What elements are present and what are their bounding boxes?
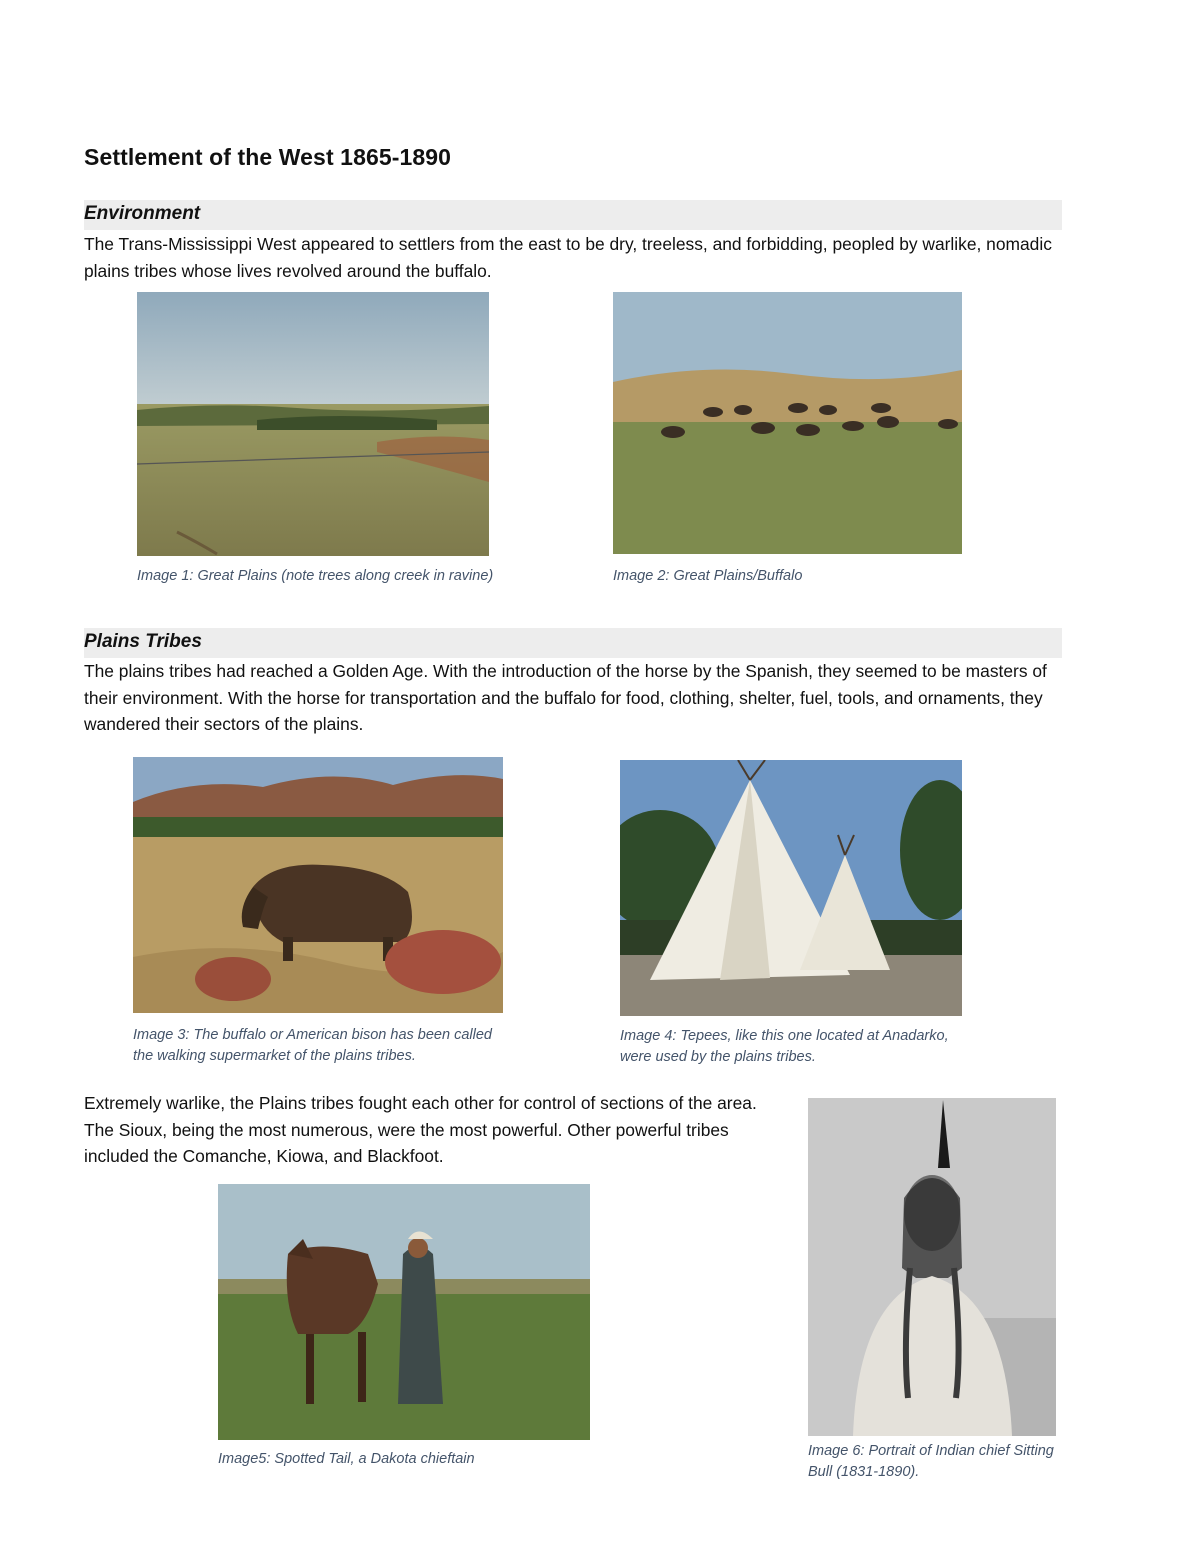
plains-tribes-heading: Plains Tribes (84, 631, 202, 652)
image4-caption: Image 4: Tepees, like this one located at Anadarko, were used by the plains tribes. (620, 1028, 949, 1065)
environment-heading-bar (84, 200, 1062, 230)
environment-heading: Environment (84, 203, 201, 224)
environment-paragraph: The Trans-Mississippi West appeared to settlers from the east to be dry, treeless, and forbidding, peopled by warlike, nomadic plains tribes whose lives revolved around the buffalo. (84, 234, 1052, 281)
image1-caption: Image 1: Great Plains (note trees along creek in ravine) (137, 568, 494, 584)
image6-caption: Image 6: Portrait of Indian chief Sitting Bull (1831-1890). (808, 1443, 1054, 1480)
sitting-bull-portrait (808, 1098, 1056, 1436)
warlike-paragraph: Extremely warlike, the Plains tribes fought each other for control of sections of the area. The Sioux, being the most numerous, were the most powerful. Other powerful tribes included the Comanche, Kiowa, and Blackfoot. (84, 1093, 757, 1166)
plains-tribes-paragraph: The plains tribes had reached a Golden Age. With the introduction of the horse by the Spanish, they seemed to be masters of their environment. With the horse for transportation and the buffalo for food, clothing, shelter, fuel, tools, and ornaments, they wandered their sectors of the plains. (84, 661, 1047, 734)
spotted-tail-photo (218, 1184, 590, 1440)
great-plains-photo (137, 292, 489, 556)
image2-caption: Image 2: Great Plains/Buffalo (613, 568, 803, 584)
image5-caption: Image5: Spotted Tail, a Dakota chieftain (218, 1451, 475, 1467)
page-title: Settlement of the West 1865-1890 (84, 144, 452, 170)
image3-caption: Image 3: The buffalo or American bison has been called the walking supermarket of the plains tribes. (133, 1027, 492, 1064)
plains-tribes-heading-bar (84, 628, 1062, 658)
tepees-photo (620, 760, 962, 1016)
bison-photo (133, 757, 503, 1013)
buffalo-herd-photo (613, 292, 962, 554)
